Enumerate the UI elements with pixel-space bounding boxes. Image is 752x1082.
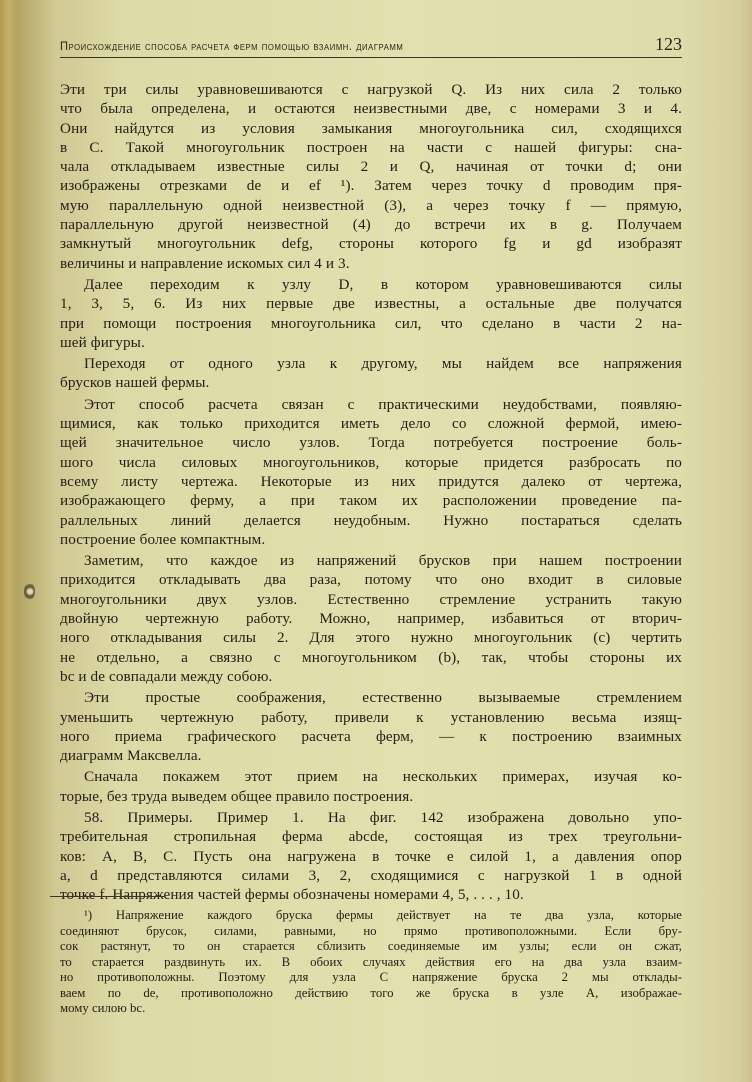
body-line: замкнутый многоугольник defg, стороны которого fg и gd изобразят: [60, 235, 682, 253]
footnote-line: то старается раздвинуть их. В обоих случаях действия его на два узла взаим-: [60, 954, 682, 969]
body-line: изображающего ферму, а при таком их расположении проведение па-: [60, 492, 682, 510]
body-line: всему листу чертежа. Некоторые из них придутся далеко от чертежа,: [60, 472, 682, 490]
body-text: [60, 80, 682, 904]
body-line: чала откладываем известные силы 2 и Q, начиная от точки d; они: [60, 158, 682, 176]
footnote-line: ¹) Напряжение каждого бруска фермы действует на те два узла, которые: [84, 908, 682, 922]
body-line: Далее переходим к узлу D, в котором уравновешиваются силы: [84, 275, 682, 293]
body-line: мую параллельную одной неизвестной (3), а через точку f — прямую,: [60, 196, 682, 214]
header-rule: [60, 57, 682, 58]
body-line: Сначала покажем этот прием на нескольких примерах, изучая ко-: [84, 768, 682, 786]
body-line: параллельную другой неизвестной (4) до встречи их в g. Получаем: [60, 216, 682, 234]
body-line: изображены отрезками de и ef ¹). Затем через точку d проводим пря-: [60, 177, 682, 195]
body-line: величины и направление искомых сил 4 и 3.: [60, 254, 350, 272]
body-line: 58. Примеры. Пример 1. На фиг. 142 изображена довольно упо-: [84, 808, 682, 826]
body-line: построение более компактным.: [60, 530, 266, 548]
page-binding-shadow: [0, 0, 14, 1082]
footnote: [60, 908, 682, 1017]
body-line: не отдельно, а связно с многоугольником (b), так, чтобы стороны их: [60, 648, 682, 666]
body-line: двойную чертежную работу. Можно, например, избавиться от вторич-: [60, 610, 682, 628]
body-line: диаграмм Максвелла.: [60, 747, 202, 765]
body-line: Эти простые соображения, естественно вызываемые стремлением: [84, 689, 682, 707]
body-line: брусков нашей фермы.: [60, 374, 210, 392]
body-line: требительная стропильная ферма abcde, состоящая из трех треугольни-: [60, 828, 682, 846]
body-line: многоугольники двух узлов. Естественно стремление устранить такую: [60, 590, 682, 608]
body-line: шого числа силовых многоугольников, которые придется разбросать по: [60, 453, 682, 471]
body-line: Переходя от одного узла к другому, мы найдем все напряжения: [84, 355, 682, 373]
footnote-rule: [50, 896, 165, 897]
running-header: [60, 34, 682, 54]
body-line: щей значительное число узлов. Тогда потребуется построение боль-: [60, 434, 682, 452]
body-line: Этот способ расчета связан с практическими неудобствами, появляю-: [84, 395, 682, 413]
body-line: в C. Такой многоугольник построен на части c нашей фигуры: сна-: [60, 138, 682, 156]
body-line: шей фигуры.: [60, 333, 145, 351]
body-line: что была определена, и остаются неизвестными две, с номерами 3 и 4.: [60, 100, 682, 118]
body-line: торые, без труда выведем общее правило построения.: [60, 787, 414, 805]
running-header-title: Происхождение способа расчета ферм помощью взаимн. диаграмм: [60, 40, 404, 53]
body-line: 1, 3, 5, 6. Из них первые две известны, а остальные две получатся: [60, 295, 682, 313]
body-line: ного откладывания силы 2. Для этого нужно многоугольник (c) чертить: [60, 629, 682, 647]
footnote-line: мому силою bc.: [60, 1001, 146, 1015]
body-line: Эти три силы уравновешиваются с нагрузкой Q. Из них сила 2 только: [60, 81, 682, 98]
body-line: уменьшить чертежную работу, привели к установлению весьма изящ-: [60, 708, 682, 726]
footnote-line: ваем по de, противоположно действию того же бруска в узле A, изображае-: [60, 985, 682, 1000]
body-line: a, d представляются силами 3, 2, сходящимися с нагрузкой 1 в одной: [60, 866, 682, 884]
body-line: точке f. Напряжения частей фермы обозначены номерами 4, 5, . . . , 10.: [60, 886, 524, 904]
body-line: приходится откладывать два раза, потому что оно входит в силовые: [60, 571, 682, 589]
body-line: bc и de совпадали между собою.: [60, 667, 273, 685]
body-line: Заметим, что каждое из напряжений брусков при нашем построении: [84, 552, 682, 570]
body-line: щимися, как только приходится иметь дело со сложной фермой, имею-: [60, 415, 682, 433]
body-line: Они найдутся из условия замыкания многоугольника сил, сходящихся: [60, 119, 682, 137]
page-number: 123: [655, 34, 682, 54]
footnote-line: но противоположны. Поэтому для узла C напряжение бруска 2 мы отклады-: [60, 970, 682, 984]
body-line: при помощи построения многоугольника сил, что сделано в части 2 на-: [60, 314, 682, 332]
body-line: раллельных линий делается неудобным. Нужно постараться сделать: [60, 511, 682, 529]
footnote-line: соединяют брусок, силами, равными, но прямо противоположными. Если бру-: [60, 923, 682, 938]
margin-stain: [24, 583, 35, 600]
body-line: ков: A, B, C. Пусть она нагружена в точке e силой 1, а давления опор: [60, 847, 682, 865]
body-line: ного приема графического расчета ферм, — к построению взаимных: [60, 727, 682, 745]
footnote-line: сок растянут, то он старается сблизить соединяемые им узлы; если он сжат,: [60, 939, 682, 953]
